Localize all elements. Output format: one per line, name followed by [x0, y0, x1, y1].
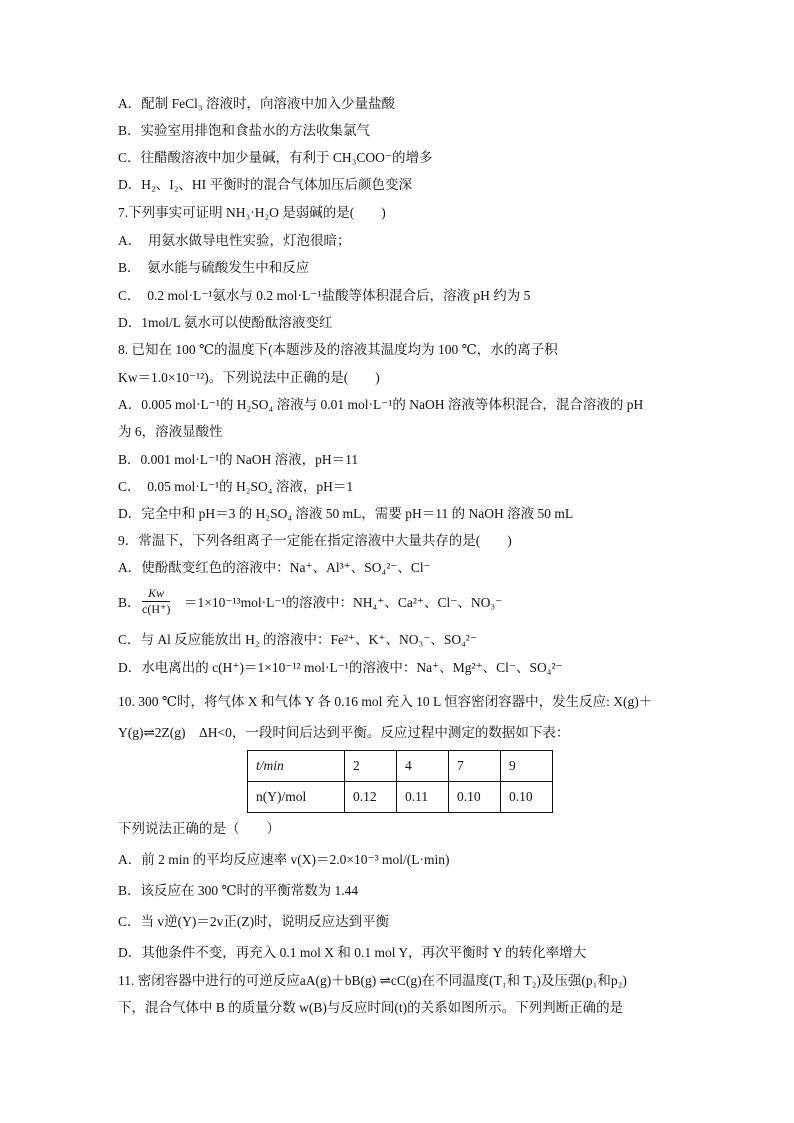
q10-option-d: D．其他条件不变，再充入 0.1 mol X 和 0.1 mol Y，再次平衡时 Y 的转化率增大	[118, 945, 587, 960]
q9-option-d: D．水电离出的 c(H⁺)＝1×10⁻¹² mol·L⁻¹的溶液中：Na⁺、Mg²⁺、Cl⁻、SO₄²⁻	[118, 660, 563, 675]
q10-question: 下列说法正确的是（ ）	[118, 821, 280, 836]
q9-option-b-text: ＝1×10⁻¹³mol·L⁻¹的溶液中：NH₄⁺、Ca²⁺、Cl⁻、NO₃⁻	[184, 595, 503, 610]
table-cell: 0.12	[345, 782, 397, 813]
q9-option-a: A．使酚酞变红色的溶液中：Na⁺、Al³⁺、SO₄²⁻、Cl⁻	[118, 560, 431, 575]
table-cell: 0.10	[449, 782, 501, 813]
fraction-numerator: Kw	[142, 586, 170, 602]
data-table	[247, 750, 553, 813]
q10-stem-1: 10. 300 ℃时，将气体 X 和气体 Y 各 0.16 mol 充入 10 L 恒容密闭容器中，发生反应: X(g)＋	[118, 694, 653, 709]
q7-option-d: D．1mol/L 氨水可以使酚酞溶液变红	[118, 315, 333, 330]
table-cell: 2	[345, 751, 397, 782]
table-cell: n(Y)/mol	[248, 782, 345, 813]
q8-option-a-cont: 为 6，溶液显酸性	[118, 424, 223, 439]
q6-option-b: B．实验室用排饱和食盐水的方法收集氯气	[118, 123, 371, 138]
q8-option-d: D．完全中和 pH＝3 的 H₂SO₄ 溶液 50 mL，需要 pH＝11 的 NaOH 溶液 50 mL	[118, 506, 574, 521]
q9-stem: 9．常温下，下列各组离子一定能在指定溶液中大量共存的是( )	[118, 533, 512, 548]
table-row	[248, 782, 553, 813]
q7-stem: 7.下列事实可证明 NH₃·H₂O 是弱碱的是( )	[118, 205, 386, 220]
fraction-denominator: c(H⁺)	[142, 602, 171, 616]
q6-option-a: A．配制 FeCl₃ 溶液时，向溶液中加入少量盐酸	[118, 96, 395, 111]
q9-option-b-label: B．	[118, 595, 141, 610]
q7-option-c: C． 0.2 mol·L⁻¹氨水与 0.2 mol·L⁻¹盐酸等体积混合后，溶液 pH 约为 5	[118, 288, 531, 303]
q6-option-c: C．往醋酸溶液中加少量碱，有利于 CH₃COO⁻的增多	[118, 150, 433, 165]
table-cell: 9	[501, 751, 553, 782]
q11-stem-2: 下，混合气体中 B 的质量分数 w(B)与反应时间(t)的关系如图所示。下列判断正确的是	[118, 1000, 624, 1015]
table-cell: 4	[397, 751, 449, 782]
q8-stem-2: Kw＝1.0×10⁻¹²)。下列说法中正确的是( )	[118, 370, 380, 385]
table-cell: 0.11	[397, 782, 449, 813]
q10-option-b: B．该反应在 300 ℃时的平衡常数为 1.44	[118, 883, 359, 898]
table-cell: 7	[449, 751, 501, 782]
q10-stem-2: Y(g)⇌2Z(g) ΔH<0，一段时间后达到平衡。反应过程中测定的数据如下表：	[118, 725, 570, 740]
q8-stem-1: 8. 已知在 100 ℃的温度下(本题涉及的溶液其温度均为 100 ℃，水的离子积	[118, 342, 558, 357]
table-row	[248, 751, 553, 782]
q10-option-c: C．当 v逆(Y)＝2v正(Z)时，说明反应达到平衡	[118, 914, 390, 929]
q7-option-b: B． 氨水能与硫酸发生中和反应	[118, 260, 310, 275]
q7-option-a: A． 用氨水做导电性实验，灯泡很暗；	[118, 233, 351, 248]
table-cell: t/min	[248, 751, 345, 782]
q8-option-a: A．0.005 mol·L⁻¹的 H₂SO₄ 溶液与 0.01 mol·L⁻¹的 NaOH 溶液等体积混合，混合溶液的 pH	[118, 397, 644, 412]
q11-stem-1: 11. 密闭容器中进行的可逆反应aA(g)＋bB(g) ⇌cC(g)在不同温度(T₁和 T₂)及压强(p₁和p₂)	[118, 973, 627, 988]
q10-option-a: A．前 2 min 的平均反应速率 v(X)＝2.0×10⁻³ mol/(L·min)	[118, 852, 450, 867]
q8-option-b: B．0.001 mol·L⁻¹的 NaOH 溶液，pH＝11	[118, 452, 359, 467]
table-cell: 0.10	[501, 782, 553, 813]
q6-option-d: D．H₂、I₂、HI 平衡时的混合气体加压后颜色变深	[118, 177, 413, 192]
q8-option-c: C． 0.05 mol·L⁻¹的 H₂SO₄ 溶液，pH＝1	[118, 479, 354, 494]
q9-option-b-fraction	[140, 586, 172, 617]
q9-option-c: C．与 Al 反应能放出 H₂ 的溶液中：Fe²⁺、K⁺、NO₃⁻、SO₄²⁻	[118, 632, 477, 647]
